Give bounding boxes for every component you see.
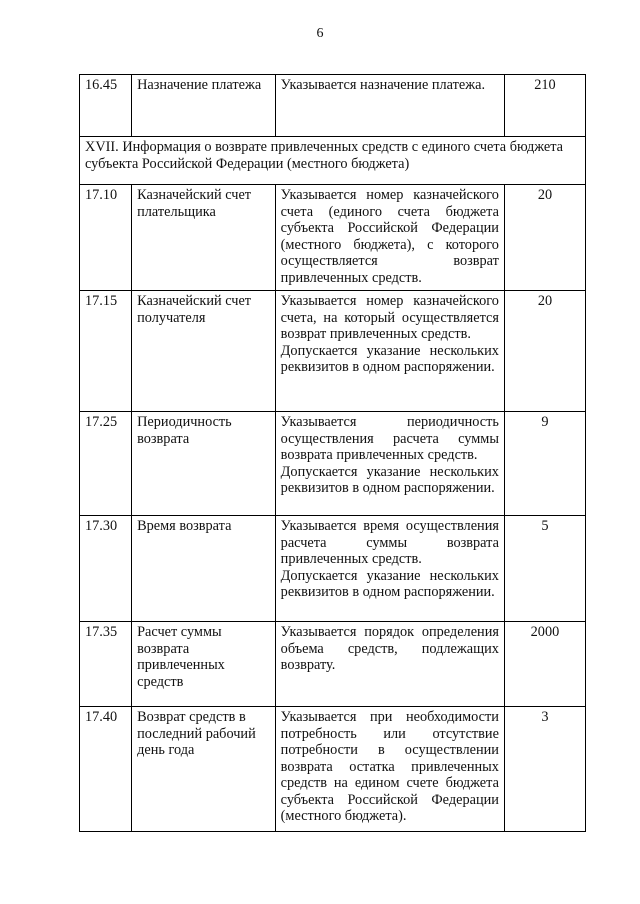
requisite-code: 17.25 [80,412,132,516]
section-title: XVII. Информация о возврате привлеченных средств с единого счета бюджета субъекта Российской Федерации (местного бюджета) [80,137,586,185]
requisite-length: 20 [504,291,585,412]
description-text: Указывается номер казначейского счета, на который осуществляется возврат привлеченных средств. [280,293,499,342]
requisite-code: 17.10 [80,185,132,291]
requisite-length: 2000 [504,622,585,707]
requisite-code: 16.45 [80,75,132,137]
requisite-description [275,412,504,516]
requisite-length: 3 [504,707,585,832]
requisites-table [79,74,586,832]
requisite-description: Указывается при необходимости потребность или отсутствие потребности в осуществлении возврата остатка привлеченных средств на едином счете бюджета субъекта Российской Федерации (местного бюджета). [275,707,504,832]
requisite-description [275,291,504,412]
description-note: Допускается указание нескольких реквизитов в одном распоряжении. [280,463,499,496]
table-row [80,516,586,622]
table-row [80,412,586,516]
requisite-length: 5 [504,516,585,622]
requisite-description: Указывается порядок определения объема средств, подлежащих возврату. [275,622,504,707]
requisite-description: Указывается номер казначейского счета (единого счета бюджета субъекта Российской Федерации (местного бюджета), с которого осуществляется возврат привлеченных средств. [275,185,504,291]
requisite-description [275,516,504,622]
table-row [80,622,586,707]
requisite-name: Расчет суммы возврата привлеченных средств [132,622,276,707]
requisite-code: 17.40 [80,707,132,832]
page-number: 6 [316,26,324,41]
section-row [80,137,586,185]
requisite-name: Периодичность возврата [132,412,276,516]
description-text: Указывается периодичность осуществления расчета суммы возврата привлеченных средств. [280,414,499,463]
requisite-name: Время возврата [132,516,276,622]
requisite-description: Указывается назначение платежа. [275,75,504,137]
table-row [80,185,586,291]
requisite-code: 17.35 [80,622,132,707]
requisite-length: 20 [504,185,585,291]
requisite-code: 17.30 [80,516,132,622]
description-text: Указывается время осуществления расчета суммы возврата привлеченных средств. [280,518,499,567]
requisite-length: 210 [504,75,585,137]
table-row [80,291,586,412]
requisite-name: Возврат средств в последний рабочий день года [132,707,276,832]
requisite-name: Назначение платежа [132,75,276,137]
requisite-name: Казначейский счет получателя [132,291,276,412]
description-note: Допускается указание нескольких реквизитов в одном распоряжении. [280,567,499,600]
requisite-code: 17.15 [80,291,132,412]
requisite-length: 9 [504,412,585,516]
requisite-name: Казначейский счет плательщика [132,185,276,291]
table-row [80,75,586,137]
table-row [80,707,586,832]
description-note: Допускается указание нескольких реквизитов в одном распоряжении. [280,342,499,375]
